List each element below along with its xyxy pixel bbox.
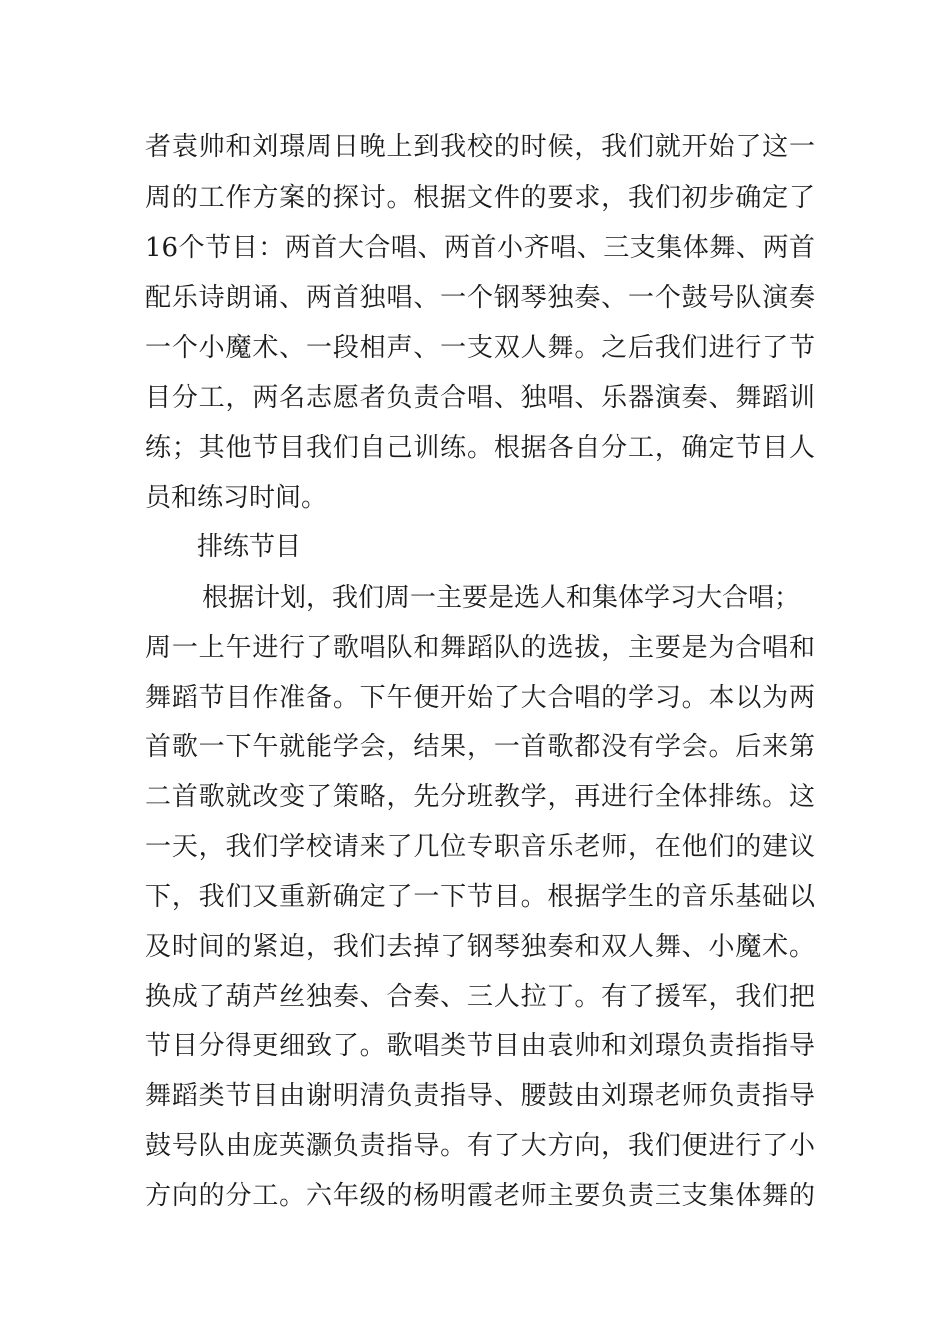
text-line: 首歌一下午就能学会，结果，一首歌都没有学会。后来第 [145,732,815,762]
text-line: 练；其他节目我们自己训练。根据各自分工，确定节目人 [145,433,815,463]
text-line: 方向的分工。六年级的杨明霞老师主要负责三支集体舞的 [145,1181,815,1211]
text-line: 舞蹈类节目由谢明清负责指导、腰鼓由刘璟老师负责指导 [145,1081,815,1111]
text-line: 16个节目：两首大合唱、两首小齐唱、三支集体舞、两首 [145,233,815,263]
text-line: 鼓号队由庞英灏负责指导。有了大方向，我们便进行了小 [145,1131,815,1161]
text-line: 者袁帅和刘璟周日晚上到我校的时候，我们就开始了这一 [145,132,815,162]
text-line: 员和练习时间。 [145,483,328,513]
text-line: 配乐诗朗诵、两首独唱、一个钢琴独奏、一个鼓号队演奏 [145,283,815,313]
text-line: 目分工，两名志愿者负责合唱、独唱、乐器演奏、舞蹈训 [145,383,815,413]
text-line: 一个小魔术、一段相声、一支双人舞。之后我们进行了节 [145,333,815,363]
text-line: 换成了葫芦丝独奏、合奏、三人拉丁。有了援军，我们把 [145,982,815,1012]
text-line: 根据计划，我们周一主要是选人和集体学习大合唱； [202,583,800,613]
text-line: 及时间的紧迫，我们去掉了钢琴独奏和双人舞、小魔术。 [145,932,815,962]
text-line: 一天，我们学校请来了几位专职音乐老师，在他们的建议 [145,832,815,862]
text-line: 舞蹈节目作准备。下午便开始了大合唱的学习。本以为两 [145,683,815,713]
text-line: 二首歌就改变了策略，先分班教学，再进行全体排练。这 [145,782,815,812]
text-line: 下，我们又重新确定了一下节目。根据学生的音乐基础以 [145,882,815,912]
text-line: 节目分得更细致了。歌唱类节目由袁帅和刘璟负责指指导 [145,1031,815,1061]
text-line: 周的工作方案的探讨。根据文件的要求，我们初步确定了 [145,183,815,213]
section-heading: 排练节目 [197,532,302,562]
text-line: 周一上午进行了歌唱队和舞蹈队的选拔，主要是为合唱和 [145,633,815,663]
